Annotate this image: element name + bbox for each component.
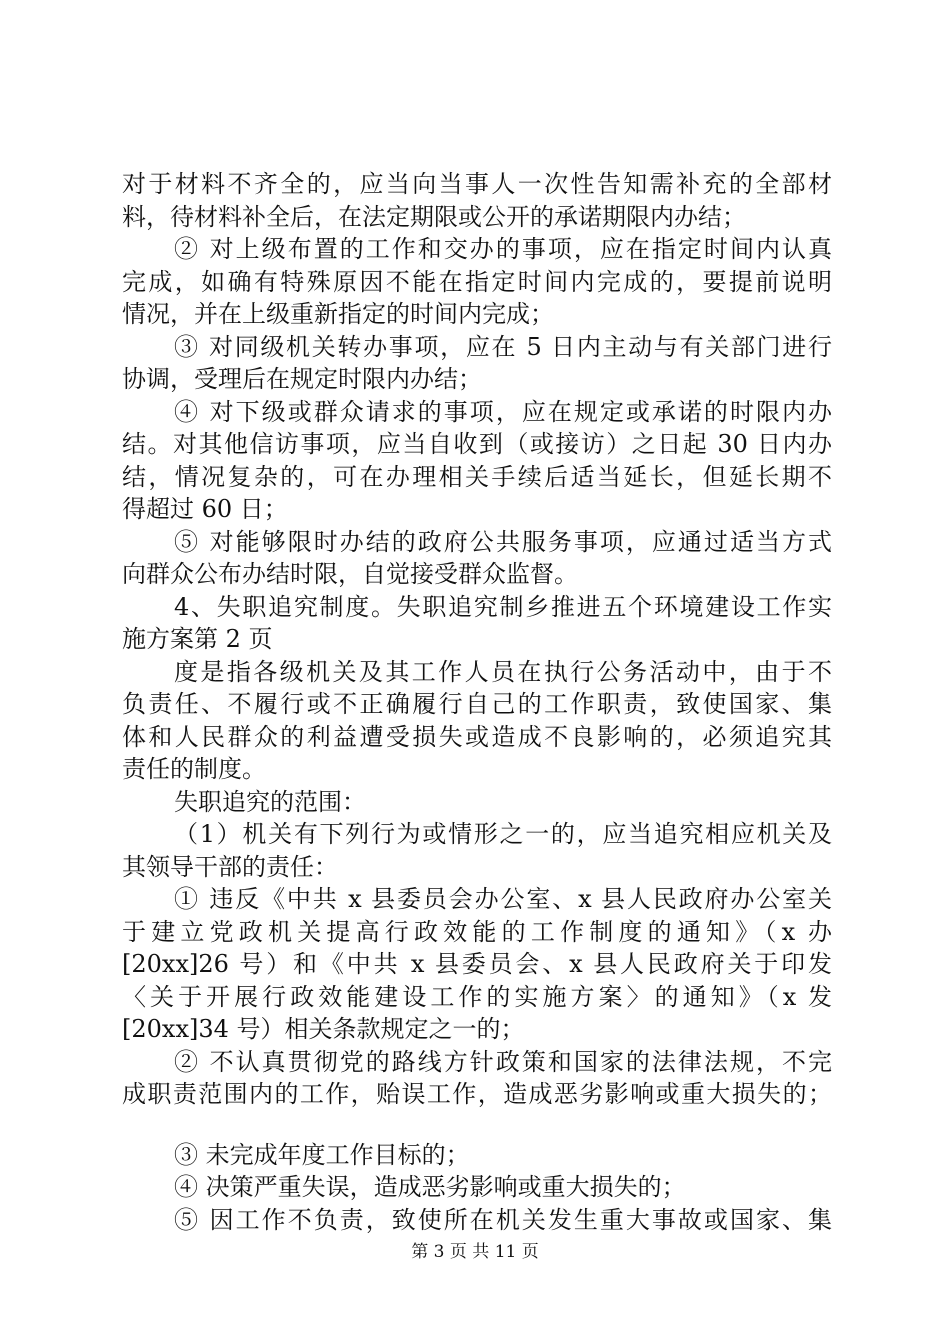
text-line: 其领导干部的责任： bbox=[122, 852, 338, 881]
text-line: 度是指各级机关及其工作人员在执行公务活动中，由于不 bbox=[174, 657, 832, 686]
text-line: 于建立党政机关提高行政效能的工作制度的通知》（x 办 bbox=[122, 917, 832, 946]
text-line: ① 违反《中共 x 县委员会办公室、x 县人民政府办公室关 bbox=[174, 885, 832, 913]
text-line: ⑤ 对能够限时办结的政府公共服务事项，应通过适当方式 bbox=[174, 527, 832, 556]
text-line: 情况，并在上级重新指定的时间内完成； bbox=[122, 300, 554, 328]
text-line: [20xx]26 号）和《中共 x 县委员会、x 县人民政府关于印发 bbox=[122, 950, 832, 978]
text-line: ④ 决策严重失误，造成恶劣影响或重大损失的； bbox=[174, 1173, 686, 1201]
text-line: 协调，受理后在规定时限内办结； bbox=[122, 365, 482, 393]
text-line: 结，情况复杂的，可在办理相关手续后适当延长，但延长期不 bbox=[122, 462, 832, 491]
text-line: 施方案第 2 页 bbox=[122, 625, 273, 653]
text-line: ② 不认真贯彻党的路线方针政策和国家的法律法规，不完 bbox=[174, 1047, 832, 1076]
text-line: 4、失职追究制度。失职追究制乡推进五个环境建设工作实 bbox=[174, 592, 832, 621]
text-line: 完成，如确有特殊原因不能在指定时间内完成的，要提前说明 bbox=[122, 267, 832, 296]
text-line: 失职追究的范围： bbox=[174, 787, 366, 816]
text-line: 责任的制度。 bbox=[122, 755, 266, 783]
text-line: 成职责范围内的工作，贻误工作，造成恶劣影响或重大损失的； bbox=[122, 1080, 832, 1108]
text-line: 得超过 60 日； bbox=[122, 495, 288, 523]
page-number-footer: 第 3 页 共 11 页 bbox=[411, 1242, 539, 1262]
text-line: 负责任、不履行或不正确履行自己的工作职责，致使国家、集 bbox=[122, 690, 832, 718]
document-body bbox=[122, 168, 832, 1236]
text-line: ③ 对同级机关转办事项，应在 5 日内主动与有关部门进行 bbox=[174, 332, 832, 361]
text-line: 对于材料不齐全的，应当向当事人一次性告知需补充的全部材 bbox=[122, 170, 832, 198]
text-line: 向群众公布办结时限，自觉接受群众监督。 bbox=[122, 560, 578, 588]
text-line: （1）机关有下列行为或情形之一的，应当追究相应机关及 bbox=[174, 820, 832, 848]
text-line: ② 对上级布置的工作和交办的事项，应在指定时间内认真 bbox=[174, 235, 832, 263]
text-line: 料，待材料补全后，在法定期限或公开的承诺期限内办结； bbox=[122, 202, 746, 231]
text-line: ③ 未完成年度工作目标的； bbox=[174, 1140, 470, 1169]
text-line: [20xx]34 号）相关条款规定之一的； bbox=[122, 1015, 525, 1043]
text-line: 〈关于开展行政效能建设工作的实施方案〉的通知》（x 发 bbox=[122, 982, 832, 1011]
text-line: ⑤ 因工作不负责，致使所在机关发生重大事故或国家、集 bbox=[174, 1205, 832, 1234]
text-line: ④ 对下级或群众请求的事项，应在规定或承诺的时限内办 bbox=[174, 397, 832, 426]
text-line: 体和人民群众的利益遭受损失或造成不良影响的，必须追究其 bbox=[122, 722, 832, 751]
text-line: 结。对其他信访事项，应当自收到（或接访）之日起 30 日内办 bbox=[122, 430, 832, 458]
